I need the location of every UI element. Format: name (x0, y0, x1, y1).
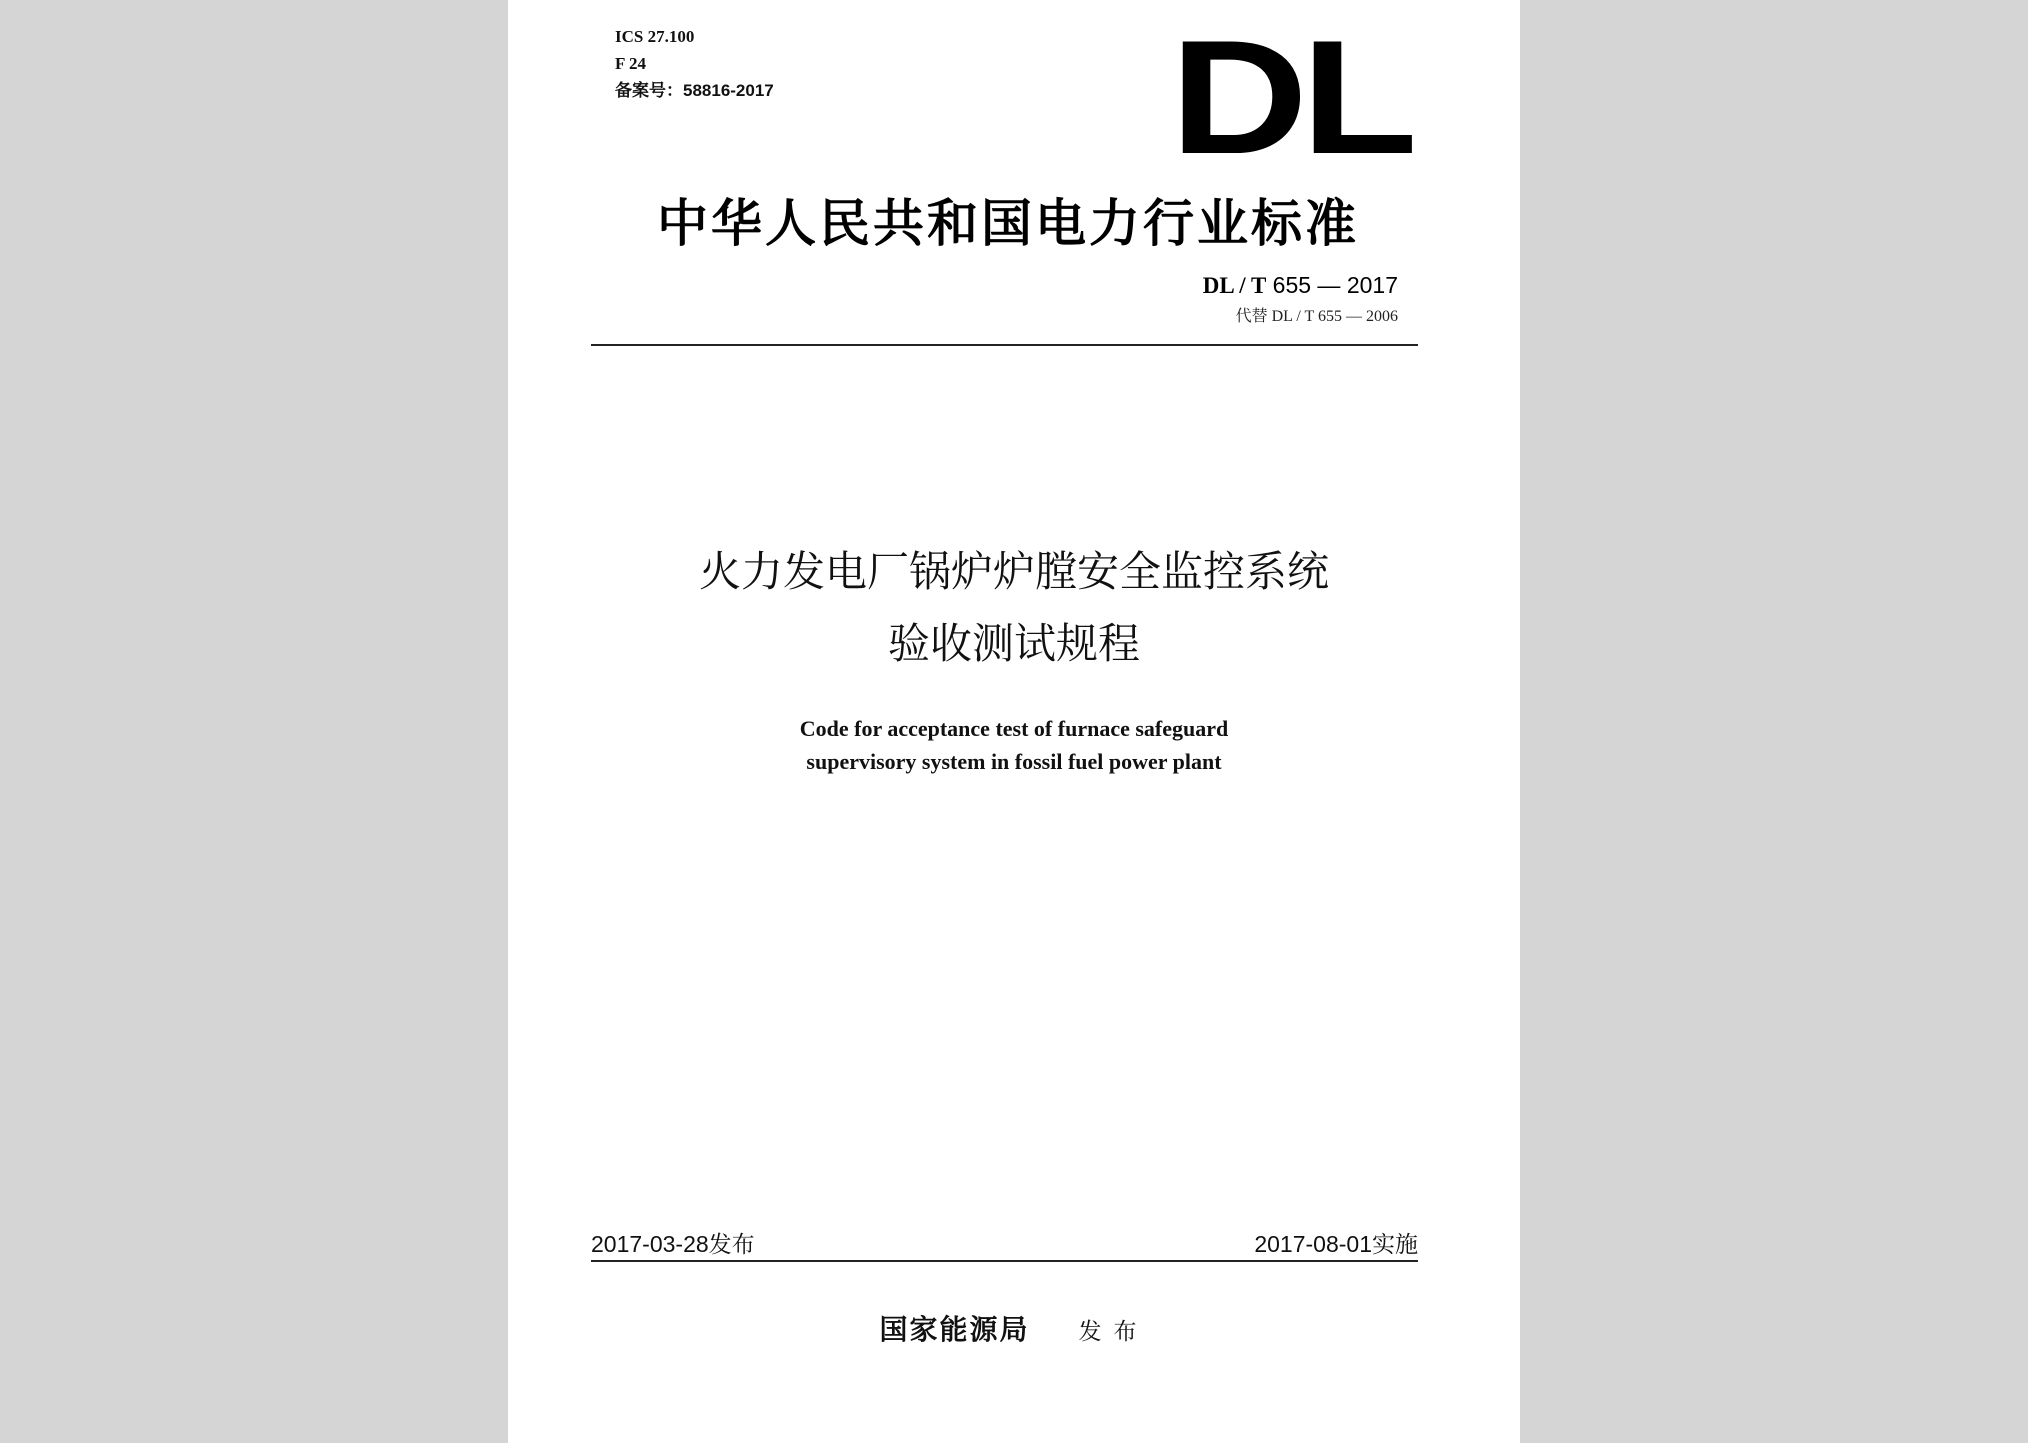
english-title (508, 712, 1520, 778)
chinese-title-line-1: 火力发电厂锅炉炉膛安全监控系统 (698, 547, 1329, 596)
publisher-org: 国家能源局 (879, 1313, 1030, 1346)
publisher-action: 发布 (1078, 1319, 1149, 1345)
standard-category-title: 中华人民共和国电力行业标准 (656, 194, 1359, 254)
issue-date: 2017-03-28发布 (591, 1231, 755, 1257)
replaces-code: 代替 DL / T 655 — 2006 (1235, 308, 1398, 325)
chinese-title-line-2: 验收测试规程 (887, 619, 1140, 668)
english-title-line-2: supervisory system in fossil fuel power plant (806, 749, 1222, 774)
top-divider (591, 344, 1418, 346)
date-row (591, 1226, 1418, 1259)
standard-code (1203, 272, 1398, 299)
code-number: 655 — 2017 (1272, 272, 1398, 298)
standard-code-block (1203, 272, 1398, 326)
ics-code: ICS 27.100 (615, 27, 695, 46)
code-prefix: DL / T (1202, 273, 1267, 298)
english-title-line-1: Code for acceptance test of furnace safeguard (799, 716, 1229, 741)
bottom-divider (591, 1260, 1418, 1262)
classification-block (615, 23, 774, 104)
record-number: 备案号：58816-2017 (615, 81, 774, 100)
publisher-line (508, 1308, 1520, 1348)
dl-logo: DL (1170, 7, 1411, 188)
document-page (508, 0, 1520, 1443)
chinese-title (508, 536, 1520, 680)
category-code: F 24 (615, 54, 647, 73)
effective-date: 2017-08-01实施 (1254, 1231, 1418, 1257)
